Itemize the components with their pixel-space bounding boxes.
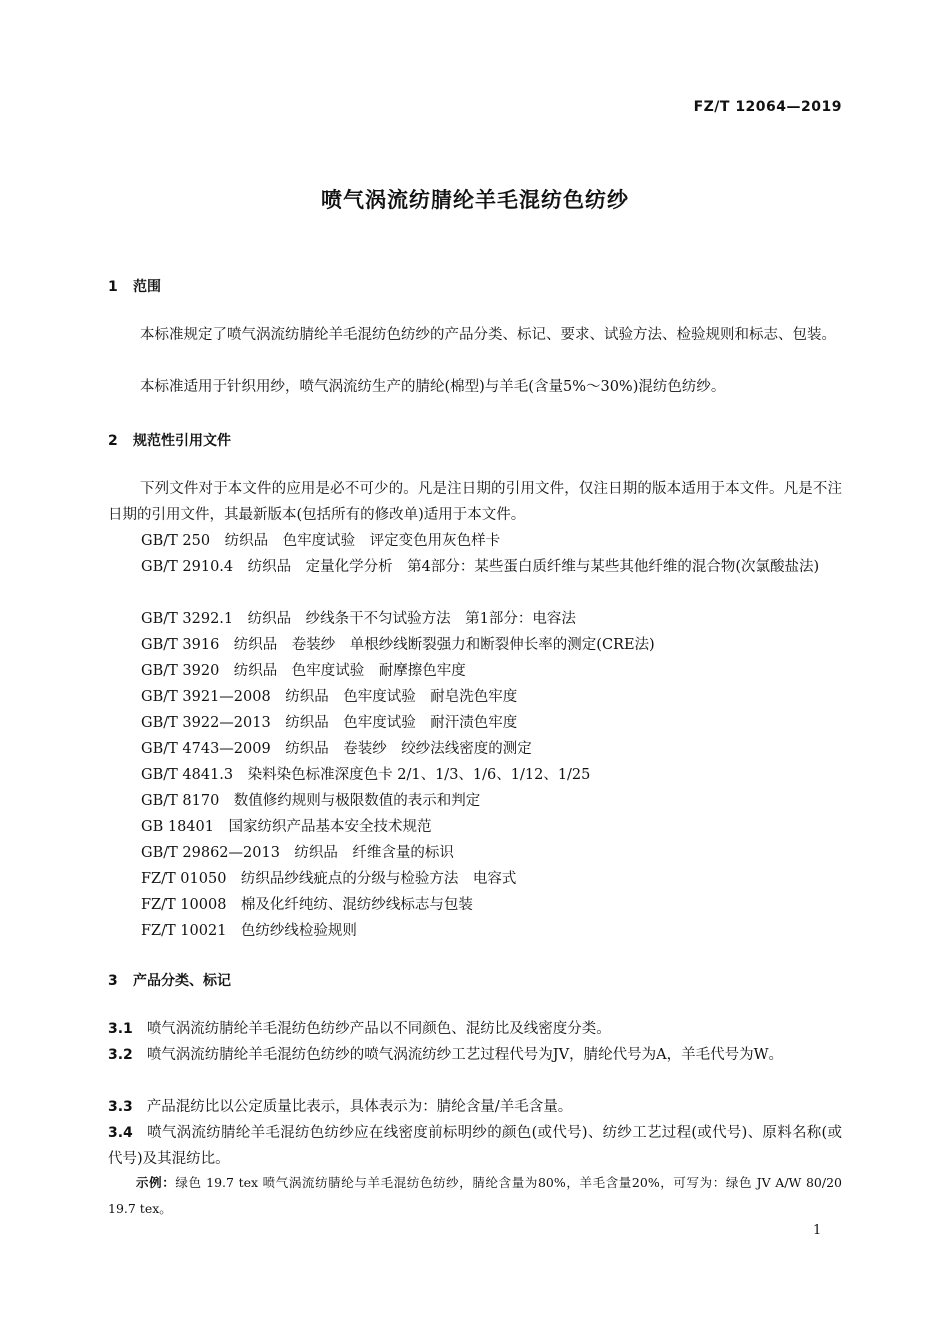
example-text: 绿色 19.7 tex 喷气涡流纺腈纶与羊毛混纺色纺纱，腈纶含量为80%，羊毛含量20%，可写为：绿色 JV A/W 80/20 19.7 tex。 <box>108 1175 842 1216</box>
section-number: 1 <box>108 279 118 295</box>
reference-item: GB 18401 国家纺织产品基本安全技术规范 <box>141 819 432 835</box>
section-title: 产品分类、标记 <box>133 973 231 989</box>
reference-item: GB/T 3921—2008 纺织品 色牢度试验 耐皂洗色牢度 <box>141 689 518 705</box>
reference-item: FZ/T 01050 纺织品纱线疵点的分级与检验方法 电容式 <box>141 871 517 887</box>
clause-3-4 <box>108 1120 842 1172</box>
clause-text: 喷气涡流纺腈纶羊毛混纺色纺纱应在线密度前标明纱的颜色(或代号)、纺纱工艺过程(或代号)、原料名称(或代号)及其混纺比。 <box>108 1125 842 1167</box>
section-2-heading <box>108 430 231 450</box>
reference-item: GB/T 29862—2013 纺织品 纤维含量的标识 <box>141 845 454 861</box>
reference-item: GB/T 3920 纺织品 色牢度试验 耐摩擦色牢度 <box>141 663 466 679</box>
reference-item: GB/T 2910.4 纺织品 定量化学分析 第4部分：某些蛋白质纤维与某些其他纤维的混合物(次氯酸盐法) <box>141 559 820 575</box>
reference-item: FZ/T 10008 棉及化纤纯纺、混纺纱线标志与包装 <box>141 897 473 913</box>
section-title: 规范性引用文件 <box>133 433 231 449</box>
document-title: 喷气涡流纺腈纶羊毛混纺色纺纱 <box>321 188 629 212</box>
reference-item: GB/T 250 纺织品 色牢度试验 评定变色用灰色样卡 <box>141 533 501 549</box>
paragraph: 本标准适用于针织用纱，喷气涡流纺生产的腈纶(棉型)与羊毛(含量5%～30%)混纺色纺纱。 <box>140 379 726 395</box>
clause-3-1 <box>108 1016 842 1042</box>
clause-text: 喷气涡流纺腈纶羊毛混纺色纺纱产品以不同颜色、混纺比及线密度分类。 <box>146 1021 611 1037</box>
section-1-heading <box>108 276 161 296</box>
clause-number: 3.4 <box>108 1125 133 1141</box>
standard-code: FZ/T 12064—2019 <box>693 99 842 115</box>
reference-item: FZ/T 10021 色纺纱线检验规则 <box>141 923 357 939</box>
paragraph: 本标准规定了喷气涡流纺腈纶羊毛混纺色纺纱的产品分类、标记、要求、试验方法、检验规则和标志、包装。 <box>140 327 836 343</box>
reference-item: GB/T 4841.3 染料染色标准深度色卡 2/1、1/3、1/6、1/12、1/25 <box>141 767 591 783</box>
clause-text: 喷气涡流纺腈纶羊毛混纺色纺纱的喷气涡流纺纱工艺过程代号为JV，腈纶代号为A，羊毛代号为W。 <box>146 1047 783 1063</box>
reference-item: GB/T 3916 纺织品 卷装纱 单根纱线断裂强力和断裂伸长率的测定(CRE法) <box>141 637 655 653</box>
section-title: 范围 <box>133 279 161 295</box>
clause-3-2 <box>108 1042 842 1068</box>
reference-item: GB/T 3922—2013 纺织品 色牢度试验 耐汗渍色牢度 <box>141 715 518 731</box>
section-number: 2 <box>108 433 118 449</box>
reference-item: GB/T 8170 数值修约规则与极限数值的表示和判定 <box>141 793 481 809</box>
section-3-heading <box>108 970 231 990</box>
paragraph: 下列文件对于本文件的应用是必不可少的。凡是注日期的引用文件，仅注日期的版本适用于本文件。凡是不注日期的引用文件，其最新版本(包括所有的修改单)适用于本文件。 <box>108 481 842 523</box>
clause-number: 3.1 <box>108 1021 133 1037</box>
example-note <box>108 1170 842 1222</box>
page-number: 1 <box>813 1223 822 1238</box>
reference-item: GB/T 4743—2009 纺织品 卷装纱 绞纱法线密度的测定 <box>141 741 532 757</box>
clause-3-3 <box>108 1094 842 1120</box>
clause-number: 3.3 <box>108 1099 133 1115</box>
section-number: 3 <box>108 973 118 989</box>
reference-item: GB/T 3292.1 纺织品 纱线条干不匀试验方法 第1部分：电容法 <box>141 611 576 627</box>
clause-text: 产品混纺比以公定质量比表示，具体表示为：腈纶含量/羊毛含量。 <box>146 1099 573 1115</box>
example-label: 示例： <box>136 1175 176 1190</box>
clause-number: 3.2 <box>108 1047 133 1063</box>
